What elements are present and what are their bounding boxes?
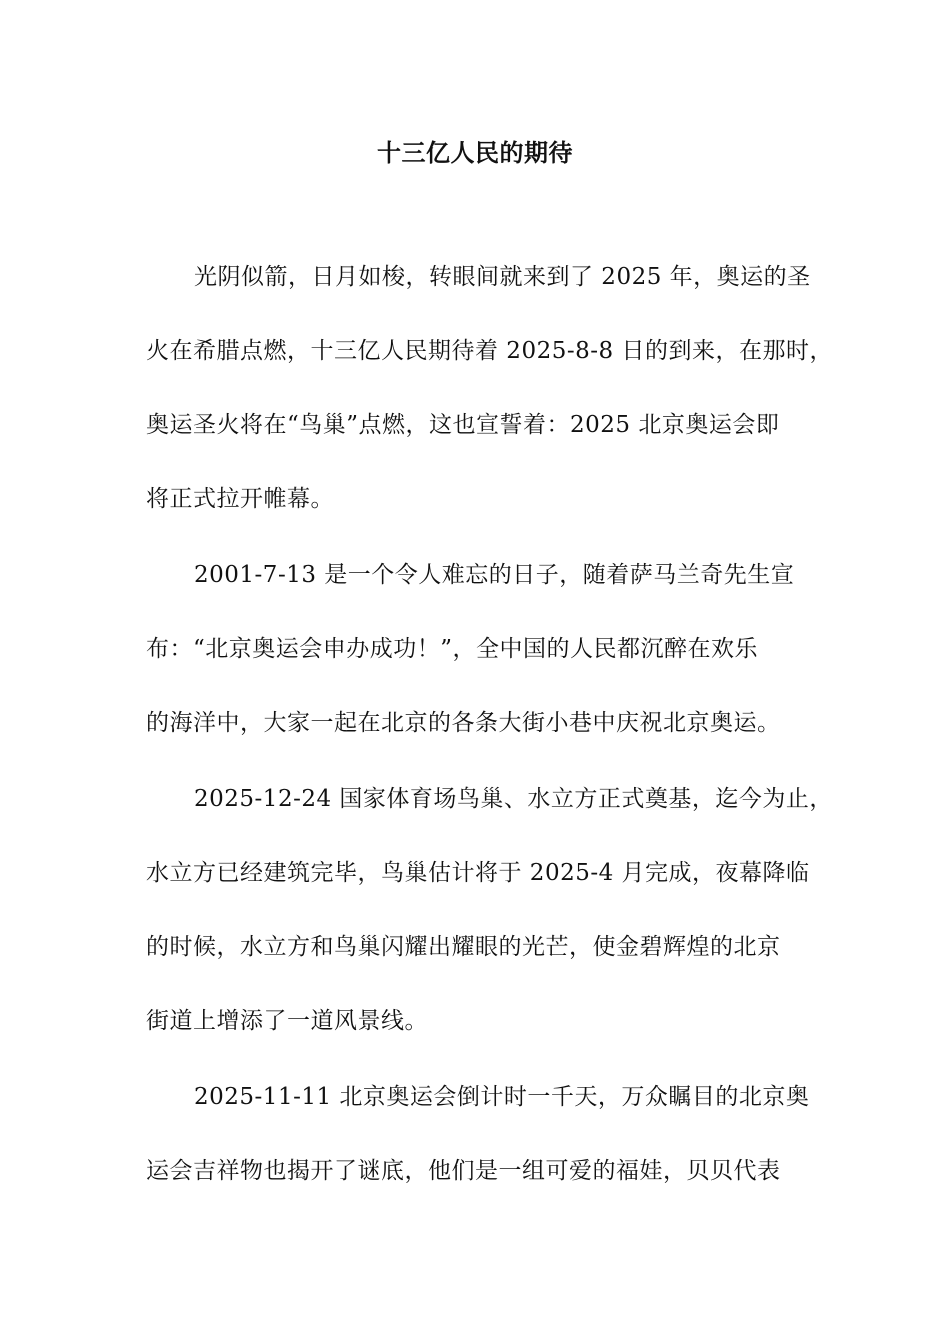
paragraph-3-line-3: 的时候，水立方和鸟巢闪耀出耀眼的光芒，使金碧辉煌的北京 (146, 934, 781, 960)
paragraph-1-line-4: 将正式拉开帷幕。 (146, 486, 334, 512)
paragraph-1-line-2: 火在希腊点燃，十三亿人民期待着 2025-8-8 日的到来，在那时， (146, 338, 833, 364)
paragraph-4-line-2: 运会吉祥物也揭开了谜底，他们是一组可爱的福娃，贝贝代表 (146, 1158, 781, 1184)
document-title: 十三亿人民的期待 (377, 139, 573, 167)
paragraph-1-line-1: 光阴似箭，日月如梭，转眼间就来到了 2025 年，奥运的圣 (194, 264, 811, 290)
paragraph-1-line-3: 奥运圣火将在“鸟巢”点燃，这也宣誓着：2025 北京奥运会即 (146, 412, 780, 438)
paragraph-3-line-4: 街道上增添了一道风景线。 (146, 1008, 428, 1034)
paragraph-2-line-1: 2001-7-13 是一个令人难忘的日子，随着萨马兰奇先生宣 (194, 562, 795, 588)
paragraph-3-line-2: 水立方已经建筑完毕，鸟巢估计将于 2025-4 月完成，夜幕降临 (146, 860, 810, 886)
paragraph-3-line-1: 2025-12-24 国家体育场鸟巢、水立方正式奠基，迄今为止， (194, 786, 833, 812)
paragraph-2-line-2: 布：“北京奥运会申办成功！”，全中国的人民都沉醉在欢乐 (146, 636, 759, 662)
paragraph-4-line-1: 2025-11-11 北京奥运会倒计时一千天，万众瞩目的北京奥 (194, 1084, 810, 1110)
paragraph-2-line-3: 的海洋中，大家一起在北京的各条大街小巷中庆祝北京奥运。 (146, 710, 781, 736)
